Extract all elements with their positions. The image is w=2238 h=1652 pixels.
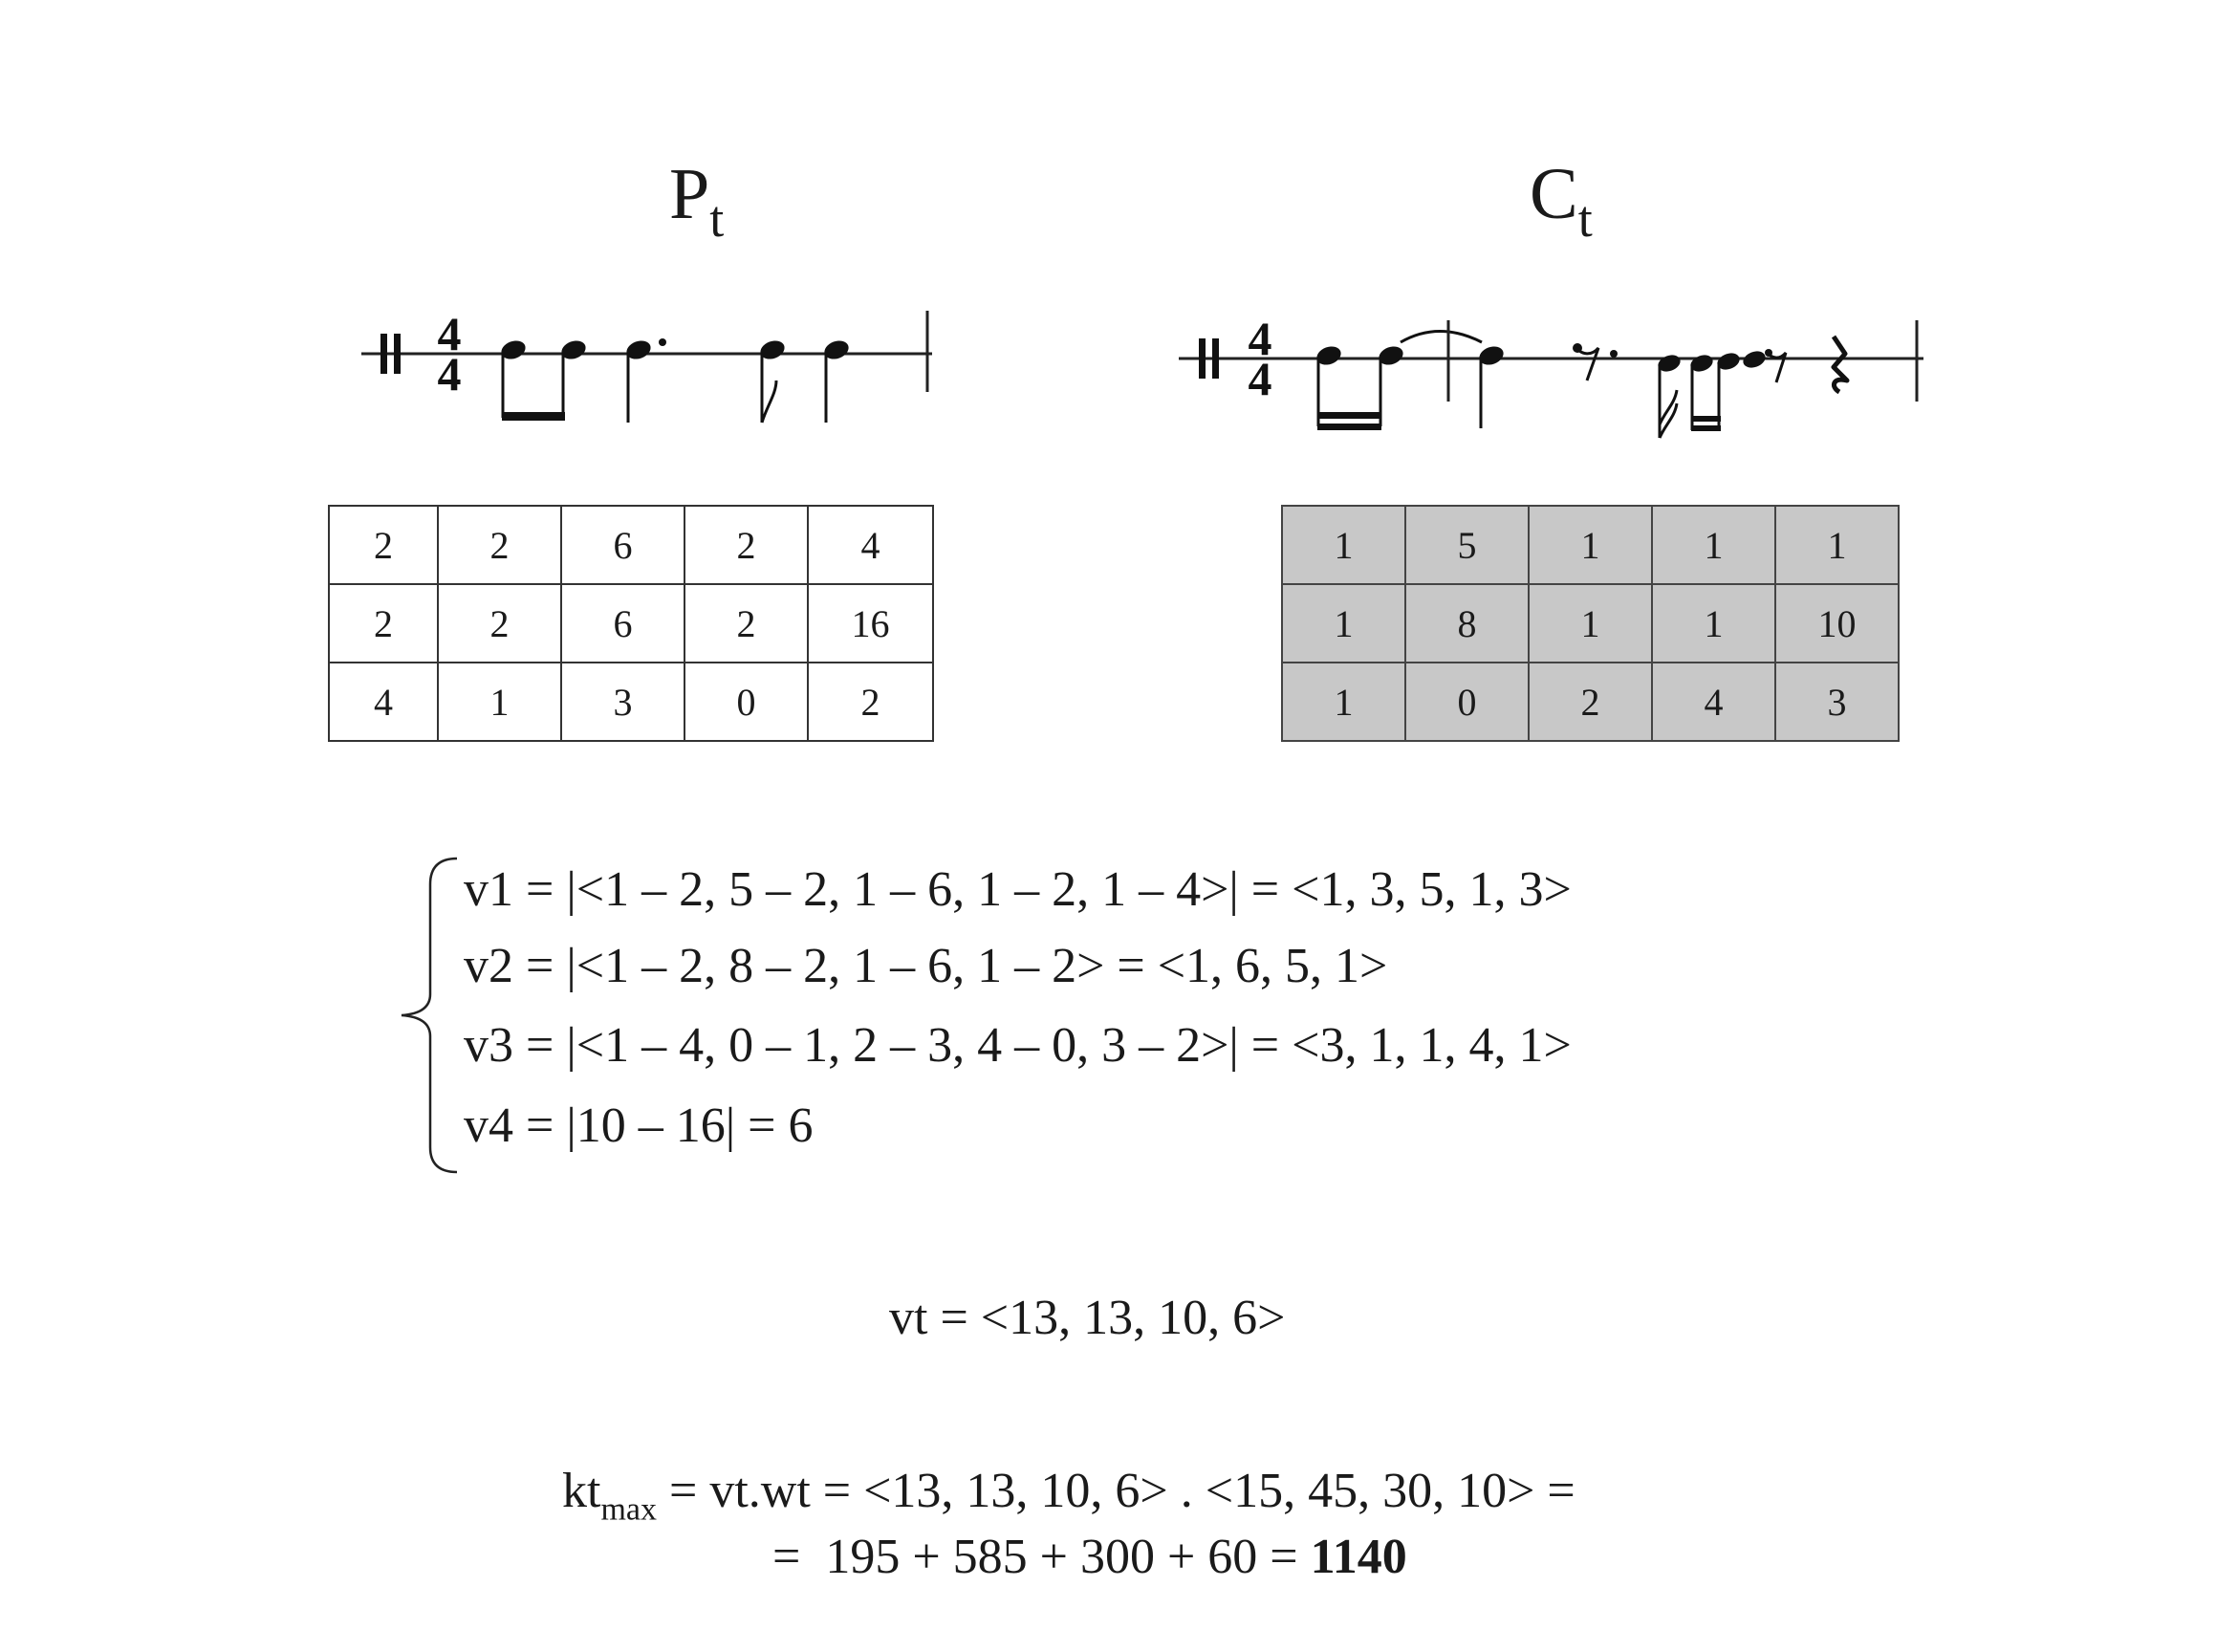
pt-cell: 16 bbox=[808, 584, 933, 663]
kt-label-main: kt bbox=[562, 1464, 601, 1518]
pt-title-sub: t bbox=[709, 189, 725, 248]
kt-line2-prefix: = 195 + 585 + 300 + 60 = bbox=[772, 1530, 1311, 1584]
ct-rhythm-staff bbox=[1171, 296, 1936, 449]
pt-cell: 0 bbox=[684, 663, 808, 741]
ct-cell: 4 bbox=[1652, 663, 1775, 741]
pt-title bbox=[669, 154, 725, 248]
ct-cell: 1 bbox=[1652, 506, 1775, 584]
ct-cell: 2 bbox=[1529, 663, 1652, 741]
pt-cell: 2 bbox=[684, 584, 808, 663]
pt-cell: 2 bbox=[438, 506, 561, 584]
pt-table-row bbox=[329, 663, 933, 741]
pt-table bbox=[328, 505, 934, 742]
pt-time-sig-bottom: 4 bbox=[437, 347, 462, 401]
kt-line1-rest: = vt.wt = <13, 13, 10, 6> . <15, 45, 30, 10> = bbox=[657, 1464, 1575, 1518]
ct-title bbox=[1530, 154, 1593, 248]
ct-table-row bbox=[1282, 584, 1899, 663]
ct-cell: 8 bbox=[1405, 584, 1529, 663]
ct-cell: 1 bbox=[1775, 506, 1899, 584]
ct-cell: 1 bbox=[1529, 506, 1652, 584]
pt-table-row bbox=[329, 584, 933, 663]
ct-table-row bbox=[1282, 663, 1899, 741]
pt-table-row bbox=[329, 506, 933, 584]
ct-table bbox=[1281, 505, 1900, 742]
ct-cell: 10 bbox=[1775, 584, 1899, 663]
pt-cell: 2 bbox=[684, 506, 808, 584]
pt-cell: 2 bbox=[329, 584, 438, 663]
equation-system bbox=[464, 862, 1706, 1171]
equation-brace bbox=[392, 851, 468, 1181]
ct-cell: 0 bbox=[1405, 663, 1529, 741]
kt-result: 1140 bbox=[1310, 1530, 1407, 1584]
pt-time-sig-top: 4 bbox=[437, 307, 462, 360]
ct-title-sub: t bbox=[1577, 189, 1593, 248]
pt-cell: 6 bbox=[561, 584, 684, 663]
equation-v2: v2 = |<1 – 2, 8 – 2, 1 – 6, 1 – 2> = <1, 6, 5, 1> bbox=[464, 939, 1388, 993]
pt-cell: 3 bbox=[561, 663, 684, 741]
pt-title-main: P bbox=[669, 154, 710, 234]
ct-cell: 5 bbox=[1405, 506, 1529, 584]
kt-max-equation-line1 bbox=[562, 1464, 1575, 1528]
ct-title-main: C bbox=[1530, 154, 1578, 234]
pt-cell: 4 bbox=[329, 663, 438, 741]
pt-cell: 4 bbox=[808, 506, 933, 584]
equation-v3: v3 = |<1 – 4, 0 – 1, 2 – 3, 4 – 0, 3 – 2>| = <3, 1, 1, 4, 1> bbox=[464, 1018, 1572, 1073]
pt-cell: 6 bbox=[561, 506, 684, 584]
pt-rhythm-staff bbox=[354, 296, 946, 440]
kt-label-sub: max bbox=[600, 1491, 657, 1528]
pt-cell: 1 bbox=[438, 663, 561, 741]
ct-time-sig-bottom: 4 bbox=[1248, 352, 1272, 405]
ct-time-sig-top: 4 bbox=[1248, 312, 1272, 365]
vt-equation: vt = <13, 13, 10, 6> bbox=[889, 1291, 1286, 1345]
pt-cell: 2 bbox=[329, 506, 438, 584]
ct-cell: 1 bbox=[1652, 584, 1775, 663]
ct-cell: 3 bbox=[1775, 663, 1899, 741]
pt-cell: 2 bbox=[808, 663, 933, 741]
ct-cell: 1 bbox=[1282, 584, 1405, 663]
ct-cell: 1 bbox=[1282, 506, 1405, 584]
equation-v1: v1 = |<1 – 2, 5 – 2, 1 – 6, 1 – 2, 1 – 4>| = <1, 3, 5, 1, 3> bbox=[464, 862, 1572, 917]
ct-cell: 1 bbox=[1529, 584, 1652, 663]
kt-max-equation-line2 bbox=[772, 1532, 1407, 1582]
ct-cell: 1 bbox=[1282, 663, 1405, 741]
ct-table-row bbox=[1282, 506, 1899, 584]
equation-v4: v4 = |10 – 16| = 6 bbox=[464, 1098, 814, 1153]
pt-cell: 2 bbox=[438, 584, 561, 663]
